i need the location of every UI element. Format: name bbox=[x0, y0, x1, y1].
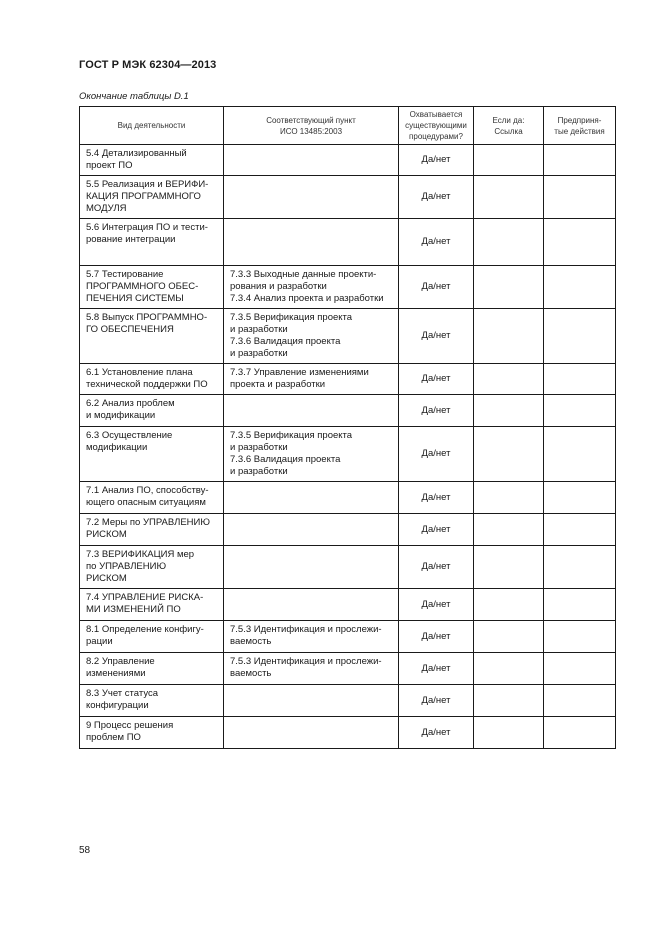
clause-cell bbox=[224, 364, 399, 395]
activities-table bbox=[79, 106, 616, 749]
clause-cell bbox=[224, 653, 399, 685]
cell-text-line: МОДУЛЯ bbox=[86, 203, 127, 214]
reference-cell bbox=[474, 219, 544, 266]
cell-text-line: 6.2 Анализ проблем bbox=[86, 398, 175, 409]
cell-text-line: и модификации bbox=[86, 410, 156, 421]
covered-cell: Да/нет bbox=[399, 309, 474, 364]
table-row bbox=[80, 364, 616, 395]
reference-cell bbox=[474, 685, 544, 717]
cell-text-line: рации bbox=[86, 636, 113, 647]
covered-cell: Да/нет bbox=[399, 427, 474, 482]
cell-text-line: ПРОГРАММНОГО ОБЕС- bbox=[86, 281, 199, 292]
clause-cell bbox=[224, 309, 399, 364]
cell-text-line: рование интеграции bbox=[86, 234, 176, 245]
cell-text-line: рования и разработки bbox=[230, 281, 327, 292]
covered-cell: Да/нет bbox=[399, 395, 474, 427]
cell-text-line: Ссылка bbox=[494, 126, 523, 136]
activity-cell bbox=[80, 145, 224, 176]
activity-cell bbox=[80, 266, 224, 309]
cell-text-line: 7.2 Меры по УПРАВЛЕНИЮ bbox=[86, 517, 210, 528]
table-row bbox=[80, 589, 616, 621]
cell-text-line: 7.3.3 Выходные данные проекти- bbox=[230, 269, 377, 280]
cell-text-line: Предприня- bbox=[557, 115, 602, 125]
cell-text-line: конфигурации bbox=[86, 700, 149, 711]
clause-cell bbox=[224, 621, 399, 653]
clause-cell bbox=[224, 717, 399, 749]
actions-cell bbox=[544, 685, 616, 717]
reference-cell bbox=[474, 395, 544, 427]
page-number: 58 bbox=[79, 845, 91, 856]
table-row bbox=[80, 395, 616, 427]
cell-text-line: по УПРАВЛЕНИЮ bbox=[86, 561, 167, 572]
cell-text-line: 7.3.7 Управление изменениями bbox=[230, 367, 369, 378]
actions-cell bbox=[544, 219, 616, 266]
cell-text-line: ющего опасным ситуациям bbox=[86, 497, 206, 508]
cell-text-line: существующими bbox=[405, 121, 467, 130]
table-row bbox=[80, 427, 616, 482]
clause-cell bbox=[224, 395, 399, 427]
cell-text-line: 5.8 Выпуск ПРОГРАММНО- bbox=[86, 312, 208, 323]
cell-text-line: 7.1 Анализ ПО, способству- bbox=[86, 485, 209, 496]
table-row bbox=[80, 266, 616, 309]
activity-cell bbox=[80, 427, 224, 482]
cell-text-line: ваемость bbox=[230, 668, 272, 679]
table-row bbox=[80, 653, 616, 685]
cell-text-line: и разработки bbox=[230, 324, 288, 335]
cell-text-line: РИСКОМ bbox=[86, 529, 127, 540]
actions-cell bbox=[544, 514, 616, 546]
reference-cell bbox=[474, 717, 544, 749]
actions-cell bbox=[544, 546, 616, 589]
cell-text-line: и разработки bbox=[230, 348, 288, 359]
activity-cell bbox=[80, 364, 224, 395]
covered-cell: Да/нет bbox=[399, 589, 474, 621]
cell-text-line: 7.5.3 Идентификация и прослежи- bbox=[230, 656, 382, 667]
reference-cell bbox=[474, 653, 544, 685]
cell-text-line: 6.3 Осуществление bbox=[86, 430, 173, 441]
reference-cell bbox=[474, 266, 544, 309]
cell-text-line: 5.6 Интеграция ПО и тести- bbox=[86, 222, 208, 233]
actions-cell bbox=[544, 309, 616, 364]
cell-text-line: ваемость bbox=[230, 636, 272, 647]
activity-cell bbox=[80, 717, 224, 749]
clause-cell bbox=[224, 219, 399, 266]
cell-text-line: 8.3 Учет статуса bbox=[86, 688, 158, 699]
cell-text-line: 9 Процесс решения bbox=[86, 720, 174, 731]
column-header-covered bbox=[399, 107, 474, 145]
reference-cell bbox=[474, 364, 544, 395]
cell-text-line: проекта и разработки bbox=[230, 379, 326, 390]
cell-text-line: и разработки bbox=[230, 466, 288, 477]
actions-cell bbox=[544, 395, 616, 427]
column-header-clause bbox=[224, 107, 399, 145]
covered-cell: Да/нет bbox=[399, 266, 474, 309]
actions-cell bbox=[544, 653, 616, 685]
table-row bbox=[80, 514, 616, 546]
cell-text-line: 7.3.5 Верификация проекта bbox=[230, 430, 353, 441]
table-header-row bbox=[80, 107, 616, 145]
cell-text-line: проблем ПО bbox=[86, 732, 141, 743]
cell-text-line: Вид деятельности bbox=[117, 121, 186, 130]
activity-cell bbox=[80, 589, 224, 621]
actions-cell bbox=[544, 176, 616, 219]
cell-text-line: ИСО 13485:2003 bbox=[279, 126, 343, 136]
cell-text-line: Если да: bbox=[492, 115, 525, 125]
clause-cell bbox=[224, 266, 399, 309]
clause-cell bbox=[224, 427, 399, 482]
cell-text-line: проект ПО bbox=[86, 160, 133, 171]
activity-cell bbox=[80, 482, 224, 514]
covered-cell: Да/нет bbox=[399, 364, 474, 395]
cell-text-line: КАЦИЯ ПРОГРАММНОГО bbox=[86, 191, 201, 202]
cell-text-line: РИСКОМ bbox=[86, 573, 127, 584]
covered-cell: Да/нет bbox=[399, 514, 474, 546]
cell-text-line: Охватывается bbox=[409, 110, 463, 119]
actions-cell bbox=[544, 145, 616, 176]
table-row bbox=[80, 717, 616, 749]
table-row bbox=[80, 176, 616, 219]
cell-text-line: 7.3.4 Анализ проекта и разработки bbox=[230, 293, 384, 304]
covered-cell: Да/нет bbox=[399, 219, 474, 266]
table-body bbox=[80, 145, 616, 749]
table-caption: Окончание таблицы D.1 bbox=[79, 91, 189, 102]
covered-cell: Да/нет bbox=[399, 176, 474, 219]
cell-text-line: 8.1 Определение конфигу- bbox=[86, 624, 204, 635]
cell-text-line: Соответствующий пункт bbox=[266, 115, 356, 125]
activity-cell bbox=[80, 546, 224, 589]
clause-cell bbox=[224, 589, 399, 621]
activity-cell bbox=[80, 621, 224, 653]
table-row bbox=[80, 219, 616, 266]
activity-cell bbox=[80, 309, 224, 364]
actions-cell bbox=[544, 364, 616, 395]
cell-text-line: ПЕЧЕНИЯ СИСТЕМЫ bbox=[86, 293, 184, 304]
activity-cell bbox=[80, 514, 224, 546]
covered-cell: Да/нет bbox=[399, 717, 474, 749]
activity-cell bbox=[80, 653, 224, 685]
table-row bbox=[80, 546, 616, 589]
actions-cell bbox=[544, 589, 616, 621]
activity-cell bbox=[80, 176, 224, 219]
cell-text-line: 5.7 Тестирование bbox=[86, 269, 164, 280]
reference-cell bbox=[474, 514, 544, 546]
cell-text-line: процедурами? bbox=[409, 132, 463, 141]
table-row bbox=[80, 685, 616, 717]
cell-text-line: 7.3 ВЕРИФИКАЦИЯ мер bbox=[86, 549, 195, 560]
actions-cell bbox=[544, 266, 616, 309]
covered-cell: Да/нет bbox=[399, 653, 474, 685]
cell-text-line: ГО ОБЕСПЕЧЕНИЯ bbox=[86, 324, 174, 335]
cell-text-line: МИ ИЗМЕНЕНИЙ ПО bbox=[86, 604, 181, 615]
cell-text-line: 7.4 УПРАВЛЕНИЕ РИСКА- bbox=[86, 592, 204, 603]
cell-text-line: 5.4 Детализированный bbox=[86, 148, 187, 159]
reference-cell bbox=[474, 546, 544, 589]
actions-cell bbox=[544, 717, 616, 749]
cell-text-line: 6.1 Установление плана bbox=[86, 367, 193, 378]
covered-cell: Да/нет bbox=[399, 546, 474, 589]
table-row bbox=[80, 621, 616, 653]
actions-cell bbox=[544, 482, 616, 514]
activity-cell bbox=[80, 685, 224, 717]
table-row bbox=[80, 145, 616, 176]
reference-cell bbox=[474, 427, 544, 482]
reference-cell bbox=[474, 621, 544, 653]
cell-text-line: 5.5 Реализация и ВЕРИФИ- bbox=[86, 179, 209, 190]
cell-text-line: изменениями bbox=[86, 668, 146, 679]
reference-cell bbox=[474, 589, 544, 621]
column-header-activity bbox=[80, 107, 224, 145]
table-row bbox=[80, 482, 616, 514]
clause-cell bbox=[224, 546, 399, 589]
column-header-reference bbox=[474, 107, 544, 145]
cell-text-line: модификации bbox=[86, 442, 148, 453]
reference-cell bbox=[474, 145, 544, 176]
reference-cell bbox=[474, 176, 544, 219]
activity-cell bbox=[80, 395, 224, 427]
cell-text-line: 7.5.3 Идентификация и прослежи- bbox=[230, 624, 382, 635]
cell-text-line: технической поддержки ПО bbox=[86, 379, 208, 390]
activity-cell bbox=[80, 219, 224, 266]
reference-cell bbox=[474, 309, 544, 364]
actions-cell bbox=[544, 621, 616, 653]
clause-cell bbox=[224, 685, 399, 717]
clause-cell bbox=[224, 176, 399, 219]
clause-cell bbox=[224, 482, 399, 514]
cell-text-line: 7.3.5 Верификация проекта bbox=[230, 312, 353, 323]
cell-text-line: 7.3.6 Валидация проекта bbox=[230, 454, 341, 465]
cell-text-line: и разработки bbox=[230, 442, 288, 453]
column-header-actions bbox=[544, 107, 616, 145]
clause-cell bbox=[224, 145, 399, 176]
clause-cell bbox=[224, 514, 399, 546]
table-row bbox=[80, 309, 616, 364]
covered-cell: Да/нет bbox=[399, 482, 474, 514]
covered-cell: Да/нет bbox=[399, 621, 474, 653]
actions-cell bbox=[544, 427, 616, 482]
cell-text-line: тые действия bbox=[554, 126, 605, 136]
cell-text-line: 8.2 Управление bbox=[86, 656, 155, 667]
cell-text-line: 7.3.6 Валидация проекта bbox=[230, 336, 341, 347]
document-header-title: ГОСТ Р МЭК 62304—2013 bbox=[79, 59, 217, 71]
covered-cell: Да/нет bbox=[399, 145, 474, 176]
covered-cell: Да/нет bbox=[399, 685, 474, 717]
reference-cell bbox=[474, 482, 544, 514]
